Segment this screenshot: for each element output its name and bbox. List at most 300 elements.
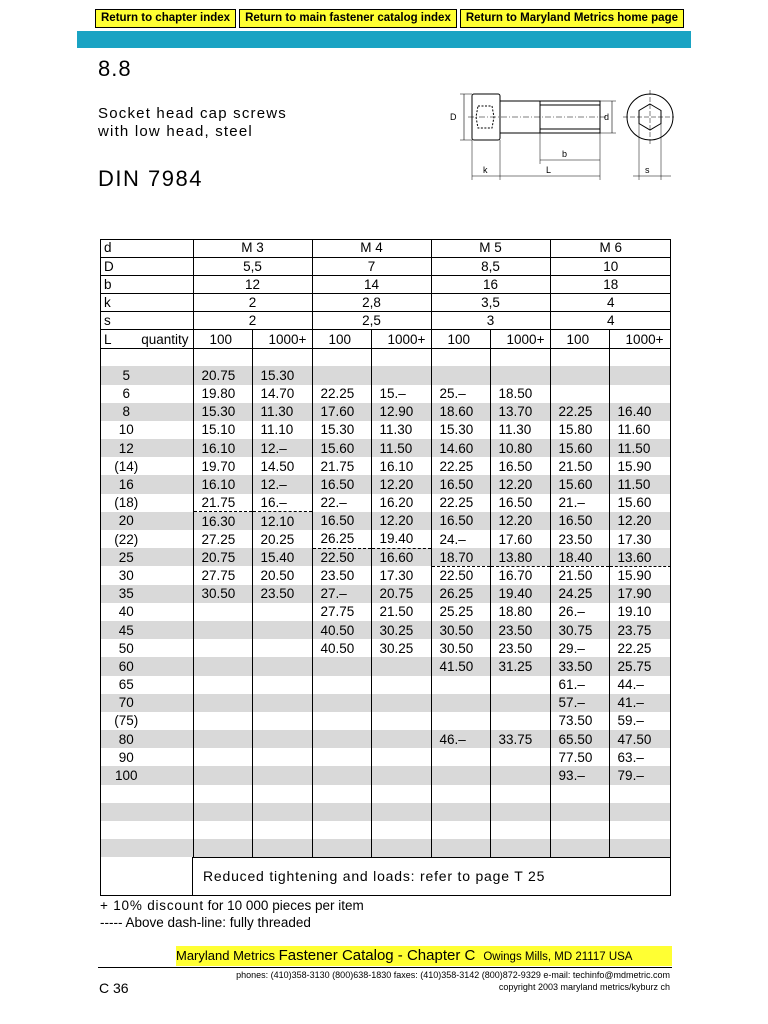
chapter-index-link[interactable]: Return to chapter index [95, 9, 236, 28]
price-cell: 11.10 [252, 421, 312, 439]
price-row [100, 639, 671, 657]
price-cell [193, 603, 252, 621]
price-cell: 40.50 [312, 639, 371, 657]
spec-value: 10 [550, 257, 671, 275]
price-cell: 13.70 [490, 403, 550, 421]
price-cell: 30.25 [371, 621, 431, 639]
price-cell: 11.60 [609, 421, 671, 439]
length-value: 35 [100, 585, 193, 603]
length-value: 80 [100, 730, 193, 748]
dim-d-label: d [604, 112, 610, 122]
price-cell: 11.50 [609, 475, 671, 493]
price-cell [550, 366, 609, 384]
spec-value: 5,5 [193, 257, 312, 275]
price-cell [193, 766, 252, 784]
price-cell: 11.50 [371, 439, 431, 457]
spec-value: 12 [193, 275, 312, 293]
length-value: 90 [118, 749, 134, 765]
footer-company: Maryland Metrics [176, 948, 279, 963]
spec-row [100, 257, 671, 275]
price-cell: 17.30 [609, 530, 671, 548]
price-row [100, 512, 671, 530]
spec-value: M 5 [431, 239, 550, 257]
price-cell: 15.60 [609, 494, 671, 512]
length-value: 60 [100, 657, 193, 675]
price-cell: 17.30 [371, 566, 431, 584]
price-row [100, 621, 671, 639]
price-cell: 25.75 [609, 657, 671, 675]
spec-value: 4 [550, 312, 671, 330]
price-cell: 15.40 [252, 548, 312, 566]
price-cell [371, 730, 431, 748]
price-row [100, 494, 671, 512]
price-cell: 26.25 [431, 585, 490, 603]
price-cell: 22.50 [431, 566, 490, 584]
price-cell [490, 366, 550, 384]
price-cell: 23.50 [490, 639, 550, 657]
price-cell: 17.90 [609, 585, 671, 603]
price-cell: 27.– [312, 585, 371, 603]
spec-label: b [100, 275, 193, 293]
length-value: (18) [114, 495, 139, 511]
length-value: (14) [114, 458, 139, 474]
price-cell: 33.50 [550, 657, 609, 675]
price-cell [431, 676, 490, 694]
spec-value: 3,5 [431, 294, 550, 312]
dim-L-label: L [546, 165, 552, 175]
price-cell: 23.50 [550, 530, 609, 548]
price-cell [312, 694, 371, 712]
price-row [100, 585, 671, 603]
price-cell: 18.70 [431, 548, 490, 566]
description-line-1: Socket head cap screws [98, 105, 287, 122]
header-bar [77, 31, 691, 48]
price-row [100, 403, 671, 421]
price-cell: 12.20 [371, 475, 431, 493]
price-cell [609, 385, 671, 403]
price-row [100, 421, 671, 439]
price-cell: 17.60 [490, 530, 550, 548]
spec-value: 8,5 [431, 257, 550, 275]
price-cell: 23.50 [490, 621, 550, 639]
discount-percent: + 10% discount [100, 898, 204, 913]
price-cell: 19.10 [609, 603, 671, 621]
price-cell: 25.– [431, 385, 490, 403]
price-cell: 20.75 [193, 548, 252, 566]
price-cell: 27.75 [312, 603, 371, 621]
spec-value: 16 [431, 275, 550, 293]
price-cell: 57.– [550, 694, 609, 712]
dashline-note: ----- Above dash-line: fully threaded [100, 915, 311, 930]
price-cell [312, 676, 371, 694]
price-cell: 29.– [550, 639, 609, 657]
price-cell: 18.80 [490, 603, 550, 621]
nav-bar [95, 9, 684, 28]
price-cell: 15.90 [609, 566, 671, 584]
price-cell [193, 694, 252, 712]
price-cell: 27.25 [193, 530, 252, 548]
price-cell [312, 657, 371, 675]
price-cell: 12.90 [371, 403, 431, 421]
price-cell: 22.25 [431, 457, 490, 475]
spacer-row [100, 348, 671, 366]
price-cell: 44.– [609, 676, 671, 694]
price-row [100, 457, 671, 475]
price-row [100, 475, 671, 493]
length-value: 40 [118, 604, 134, 620]
spec-value: 7 [312, 257, 431, 275]
price-cell: 79.– [609, 766, 671, 784]
price-cell [431, 694, 490, 712]
price-cell: 23.50 [312, 566, 371, 584]
price-cell: 10.80 [490, 439, 550, 457]
price-cell: 15.90 [609, 457, 671, 475]
price-cell [490, 676, 550, 694]
price-row [100, 712, 671, 730]
price-cell: 27.75 [193, 566, 252, 584]
price-cell: 16.50 [431, 512, 490, 530]
price-cell [193, 748, 252, 766]
spec-value: 2 [193, 312, 312, 330]
price-cell: 63.– [609, 748, 671, 766]
price-row [100, 748, 671, 766]
price-cell: 12.20 [371, 512, 431, 530]
footer-location: Owings Mills, MD 21117 USA [483, 951, 633, 963]
price-cell [252, 676, 312, 694]
price-cell: 11.30 [490, 421, 550, 439]
price-row [100, 603, 671, 621]
spec-value: 18 [550, 275, 671, 293]
price-cell: 65.50 [550, 730, 609, 748]
price-cell [609, 366, 671, 384]
price-cell: 22.25 [550, 403, 609, 421]
price-cell [431, 766, 490, 784]
empty-row [100, 785, 671, 803]
price-cell: 21.75 [312, 457, 371, 475]
qty-label: quantity [141, 331, 189, 347]
price-row [100, 676, 671, 694]
spec-value: 2 [193, 294, 312, 312]
price-cell [431, 748, 490, 766]
price-cell: 93.– [550, 766, 609, 784]
price-cell: 14.60 [431, 439, 490, 457]
price-cell [312, 712, 371, 730]
price-cell: 19.80 [193, 385, 252, 403]
price-cell: 30.25 [371, 639, 431, 657]
price-cell [371, 657, 431, 675]
length-value: 100 [100, 766, 193, 784]
price-cell [312, 748, 371, 766]
price-cell: 30.50 [431, 621, 490, 639]
footer-bar [176, 946, 672, 966]
price-cell: 41.– [609, 694, 671, 712]
price-cell [312, 730, 371, 748]
price-cell: 16.10 [193, 475, 252, 493]
price-cell: 22.25 [609, 639, 671, 657]
price-cell [193, 639, 252, 657]
price-cell [312, 766, 371, 784]
price-cell [371, 676, 431, 694]
spec-row [100, 275, 671, 293]
price-cell: 16.50 [490, 494, 550, 512]
spec-value: M 3 [193, 239, 312, 257]
spec-value: 2,5 [312, 312, 431, 330]
price-cell: 13.60 [609, 548, 671, 566]
price-cell [490, 748, 550, 766]
length-value: 70 [100, 694, 193, 712]
spec-value: 4 [550, 294, 671, 312]
price-cell: 20.75 [371, 585, 431, 603]
spec-row [100, 294, 671, 312]
price-cell [490, 766, 550, 784]
price-cell: 12.10 [252, 512, 312, 530]
price-cell: 30.50 [431, 639, 490, 657]
price-cell: 16.30 [193, 512, 252, 530]
length-value: 65 [118, 677, 134, 693]
screw-drawing [440, 82, 675, 184]
empty-row [100, 803, 671, 821]
price-cell: 22.– [312, 494, 371, 512]
price-cell: 11.30 [252, 403, 312, 421]
page-number: C 36 [99, 980, 129, 996]
strength-grade: 8.8 [98, 56, 132, 81]
price-cell: 33.75 [490, 730, 550, 748]
quantity-tier: 1000+ [371, 330, 431, 348]
price-cell: 16.50 [312, 512, 371, 530]
price-cell: 16.60 [371, 548, 431, 566]
price-cell: 20.25 [252, 530, 312, 548]
price-cell [252, 766, 312, 784]
price-cell: 15.60 [550, 475, 609, 493]
length-value: (22) [114, 531, 139, 547]
price-cell [252, 657, 312, 675]
price-cell: 61.– [550, 676, 609, 694]
price-cell: 18.40 [550, 548, 609, 566]
price-cell [193, 712, 252, 730]
price-cell: 23.50 [252, 585, 312, 603]
price-cell [371, 694, 431, 712]
price-row [100, 730, 671, 748]
price-row [100, 548, 671, 566]
price-cell: 15.80 [550, 421, 609, 439]
length-label: L [104, 331, 112, 347]
price-row [100, 530, 671, 548]
quantity-tier: 1000+ [490, 330, 550, 348]
length-value: 8 [100, 403, 193, 421]
price-cell [431, 712, 490, 730]
price-cell: 21.50 [550, 457, 609, 475]
price-cell: 17.60 [312, 403, 371, 421]
price-cell: 14.50 [252, 457, 312, 475]
price-cell [252, 694, 312, 712]
spec-value: 14 [312, 275, 431, 293]
price-cell: 19.40 [490, 585, 550, 603]
price-cell: 13.80 [490, 548, 550, 566]
price-cell: 46.– [431, 730, 490, 748]
price-cell: 21.50 [550, 566, 609, 584]
price-cell: 16.10 [371, 457, 431, 475]
price-cell: 21.– [550, 494, 609, 512]
price-cell [252, 712, 312, 730]
product-description [98, 105, 287, 141]
price-cell: 16.50 [431, 475, 490, 493]
price-cell [371, 712, 431, 730]
dim-k-label: k [483, 165, 488, 175]
price-cell: 73.50 [550, 712, 609, 730]
price-cell: 15.60 [312, 439, 371, 457]
price-row [100, 766, 671, 784]
length-value: 5 [100, 366, 193, 384]
quantity-tier: 1000+ [609, 330, 671, 348]
contact-info: phones: (410)358-3130 (800)638-1830 faxes: (410)358-3142 (800)872-9329 e-mail: techinfo@mdmetric.com [236, 970, 670, 980]
price-cell [371, 366, 431, 384]
spec-row [100, 312, 671, 330]
price-row [100, 439, 671, 457]
length-value: (75) [114, 713, 139, 729]
price-cell: 16.50 [550, 512, 609, 530]
price-cell: 12.– [252, 475, 312, 493]
price-row [100, 657, 671, 675]
price-cell: 16.– [252, 494, 312, 512]
price-cell: 77.50 [550, 748, 609, 766]
empty-row [100, 821, 671, 839]
spec-value: M 4 [312, 239, 431, 257]
price-cell: 22.25 [312, 385, 371, 403]
price-cell: 25.25 [431, 603, 490, 621]
price-cell: 31.25 [490, 657, 550, 675]
price-cell: 41.50 [431, 657, 490, 675]
price-cell: 11.50 [609, 439, 671, 457]
quantity-tier: 100 [193, 330, 252, 348]
price-cell: 47.50 [609, 730, 671, 748]
spec-label: D [100, 257, 193, 275]
description-line-2: with low head, steel [98, 123, 253, 140]
price-row [100, 385, 671, 403]
length-value: 10 [118, 422, 134, 438]
price-cell: 15.30 [312, 421, 371, 439]
standard-title: DIN 7984 [98, 166, 203, 191]
price-cell: 16.50 [312, 475, 371, 493]
price-cell: 20.50 [252, 566, 312, 584]
quantity-row [100, 330, 671, 348]
price-cell: 12.20 [490, 512, 550, 530]
reduced-tightening-note: Reduced tightening and loads: refer to page T 25 [192, 857, 671, 896]
price-cell: 21.75 [193, 494, 252, 512]
price-cell: 15.– [371, 385, 431, 403]
spec-label: d [100, 239, 193, 257]
price-table [100, 239, 671, 857]
price-cell: 18.60 [431, 403, 490, 421]
discount-note [100, 898, 364, 913]
catalog-index-link[interactable]: Return to main fastener catalog index [239, 9, 457, 28]
price-cell: 16.40 [609, 403, 671, 421]
price-cell: 21.50 [371, 603, 431, 621]
discount-detail: for 10 000 pieces per item [203, 898, 364, 913]
spec-value: M 6 [550, 239, 671, 257]
copyright: copyright 2003 maryland metrics/kyburz ch [498, 982, 670, 992]
price-cell [193, 657, 252, 675]
price-cell: 11.30 [371, 421, 431, 439]
price-cell: 19.40 [371, 530, 431, 548]
price-cell: 24.25 [550, 585, 609, 603]
price-cell: 12.20 [490, 475, 550, 493]
price-cell [193, 621, 252, 639]
length-value: 12 [100, 439, 193, 457]
price-row [100, 366, 671, 384]
length-value: 45 [100, 621, 193, 639]
price-cell: 14.70 [252, 385, 312, 403]
price-cell: 18.50 [490, 385, 550, 403]
price-cell [371, 748, 431, 766]
price-cell [550, 385, 609, 403]
spec-value: 3 [431, 312, 550, 330]
length-value: 6 [122, 386, 130, 402]
empty-row [100, 839, 671, 857]
spec-value: 2,8 [312, 294, 431, 312]
home-page-link[interactable]: Return to Maryland Metrics home page [460, 9, 684, 28]
price-cell [252, 730, 312, 748]
price-cell: 12.– [252, 439, 312, 457]
length-value: 30 [118, 567, 134, 583]
price-cell [252, 603, 312, 621]
length-value: 25 [100, 548, 193, 566]
price-row [100, 694, 671, 712]
price-cell: 15.30 [431, 421, 490, 439]
price-cell: 16.10 [193, 439, 252, 457]
price-cell [193, 730, 252, 748]
price-cell: 40.50 [312, 621, 371, 639]
price-cell [490, 712, 550, 730]
price-cell [490, 694, 550, 712]
price-cell: 20.75 [193, 366, 252, 384]
price-cell [252, 748, 312, 766]
quantity-tier: 100 [550, 330, 609, 348]
spec-label: k [100, 294, 193, 312]
price-cell: 15.10 [193, 421, 252, 439]
footer-catalog: Fastener Catalog - Chapter C [278, 947, 476, 964]
price-cell [193, 676, 252, 694]
length-value: 16 [100, 475, 193, 493]
price-cell: 22.25 [431, 494, 490, 512]
length-value: 20 [100, 512, 193, 530]
quantity-tier: 1000+ [252, 330, 312, 348]
price-cell: 24.– [431, 530, 490, 548]
price-cell: 19.70 [193, 457, 252, 475]
price-cell [252, 621, 312, 639]
quantity-label [100, 330, 193, 348]
price-cell: 26.25 [312, 530, 371, 548]
length-value: 50 [118, 640, 134, 656]
price-cell: 12.20 [609, 512, 671, 530]
price-cell: 15.60 [550, 439, 609, 457]
price-cell: 16.20 [371, 494, 431, 512]
quantity-tier: 100 [312, 330, 371, 348]
price-cell: 15.30 [193, 403, 252, 421]
price-cell: 26.– [550, 603, 609, 621]
dim-D-label: D [450, 112, 457, 122]
price-cell: 59.– [609, 712, 671, 730]
price-cell: 23.75 [609, 621, 671, 639]
price-cell: 30.75 [550, 621, 609, 639]
quantity-tier: 100 [431, 330, 490, 348]
dim-b-label: b [562, 149, 568, 159]
price-cell: 16.70 [490, 566, 550, 584]
spec-row [100, 239, 671, 257]
price-cell [431, 366, 490, 384]
price-cell: 16.50 [490, 457, 550, 475]
price-cell: 30.50 [193, 585, 252, 603]
price-row [100, 566, 671, 584]
